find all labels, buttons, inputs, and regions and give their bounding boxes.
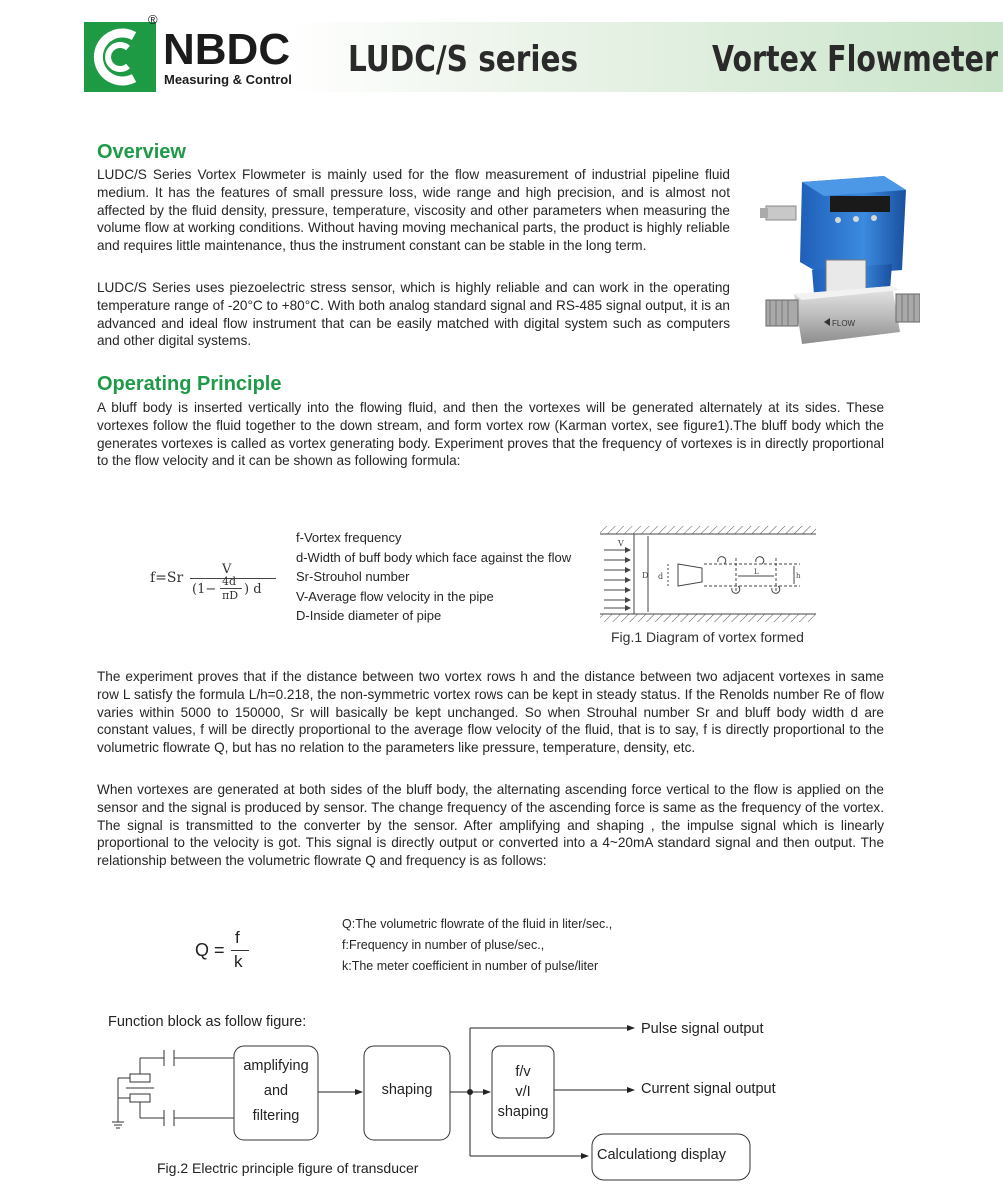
q-variable-item: f:Frequency in number of pluse/sec., [342, 938, 545, 952]
overview-paragraph-1: LUDC/S Series Vortex Flowmeter is mainly used for the flow measurement of industrial pipeline fluid medium. It has the features of small pressure loss, wide range and high precision, and is almost not affected by the fluid density, pressure, temperature, viscosity and other parameters when measuring the volume flow at working conditions. Without having moving mechanical parts, the product is highly reliable and requires little maintenance, thus the instrument constant can be stable in the long term. [97, 167, 730, 254]
principle-paragraph-2: The experiment proves that if the distance between two vortex rows h and the distance between two adjacent vortexes in same row L satisfy the formula L/h=0.218, the non-symmetric vortex rows can be kept in steady status. If the Renolds number Re of flow varies within 5000 to 150000, Sr will basically be kept unchanged. So when Strouhal number Sr and bluff body width d are constant values, f will be directly proportional to the average flow velocity of the fluid, that is to say, f is directly proportional to the volumetric flowrate Q, but has no relation to the parameters like pressure, temperature, density, etc. [97, 669, 884, 756]
flowrate-variable-list [342, 914, 612, 977]
q-formula-denominator: k [234, 952, 243, 971]
q-variable-item: k:The meter coefficient in number of pulse/liter [342, 959, 599, 973]
block-amplifying-filtering [234, 1054, 318, 1129]
block-shaping: shaping [381, 1082, 433, 1098]
formula-inner-numerator: 4d [222, 575, 237, 588]
block3-line: f/v [515, 1064, 531, 1080]
overview-heading: Overview [97, 141, 186, 163]
block-fv-conversion [492, 1062, 554, 1122]
label-d: d [658, 572, 664, 581]
fig2-caption: Fig.2 Electric principle figure of transducer [157, 1160, 419, 1176]
product-title: Vortex Flowmeter [712, 39, 998, 80]
fig1-caption: Fig.1 Diagram of vortex formed [611, 629, 804, 645]
principle-paragraph-3: When vortexes are generated at both sides of the bluff body, the alternating ascending force vertical to the flow is applied on the sensor and the signal is produced by sensor. The change frequency of the ascending force is same as the frequency of the vortex. The signal is transmitted to the converter by the sensor. After amplifying and shaping , the impulse signal which is linearly proportional to the velocity is got. This signal is directly output or converted into a 4~20mA standard signal and then output. The relationship between the volumetric flowrate Q and frequency is as follows: [97, 782, 884, 869]
label-V: V [618, 539, 624, 548]
vortex-frequency-formula [150, 562, 290, 612]
variable-item: V-Average flow velocity in the pipe [296, 588, 494, 604]
pulse-output-label: Pulse signal output [641, 1021, 764, 1037]
label-h: h [796, 572, 801, 580]
block3-line: shaping [497, 1104, 549, 1120]
formula-numerator: V [222, 562, 232, 577]
series-title: LUDC/S series [348, 39, 579, 80]
display-output-label: Calculationg display [597, 1147, 726, 1163]
brand-subtitle: Measuring & Control [164, 72, 292, 87]
function-block-title: Function block as follow figure: [108, 1014, 307, 1030]
formula-denominator-suffix: ) d [244, 582, 262, 597]
vortex-diagram [600, 524, 816, 624]
brand-name: NBDC [163, 25, 291, 74]
logo-icon [84, 22, 156, 92]
principle-intro: A bluff body is inserted vertically into the flowing fluid, and then the vortexes will be generated alternately at its sides. These vortexes follow the fluid together to the down stream, and form vortex row (Karman vortex, see figure1).The bluff body which the generates vortexes is called as vortex generating body. Experiment proves that the frequency of vortexes is in directly proportional to the flow velocity and it can be shown as following formula: [97, 400, 884, 469]
block3-line: v/I [515, 1084, 531, 1100]
formula-lhs: f=Sr [150, 570, 184, 586]
variable-item: Sr-Strouhol number [296, 569, 410, 584]
block1-line: amplifying [243, 1058, 309, 1074]
flowmeter-product-image [752, 172, 920, 362]
block1-line: filtering [252, 1108, 300, 1124]
label-D: D [642, 571, 649, 580]
block1-line: and [263, 1083, 289, 1099]
registered-mark: ® [148, 12, 158, 27]
variable-item: d-Width of buff body which face against the flow [296, 549, 572, 565]
current-output-label: Current signal output [641, 1081, 776, 1097]
formula-inner-denominator: πD [222, 589, 239, 602]
formula-denominator-prefix: (1− [192, 582, 217, 597]
principle-heading: Operating Principle [97, 373, 282, 395]
variable-item: f-Vortex frequency [296, 530, 402, 545]
q-formula-lhs: Q = [195, 940, 225, 960]
formula-variable-list [296, 528, 571, 626]
q-variable-item: Q:The volumetric flowrate of the fluid in liter/sec., [342, 917, 613, 931]
variable-item: D-Inside diameter of pipe [296, 608, 442, 623]
flowrate-formula [195, 928, 275, 974]
overview-paragraph-2: LUDC/S Series uses piezoelectric stress sensor, which is highly reliable and can work in the operating temperature range of -20°C to +80°C. With both analog standard signal and RS-485 signal output, it is an advanced and ideal flow instrument that can be easily matched with digital system such as computers and other digital systems. [97, 280, 730, 349]
label-L: L [754, 568, 759, 576]
q-formula-numerator: f [235, 928, 240, 947]
flow-label: FLOW [832, 319, 856, 328]
